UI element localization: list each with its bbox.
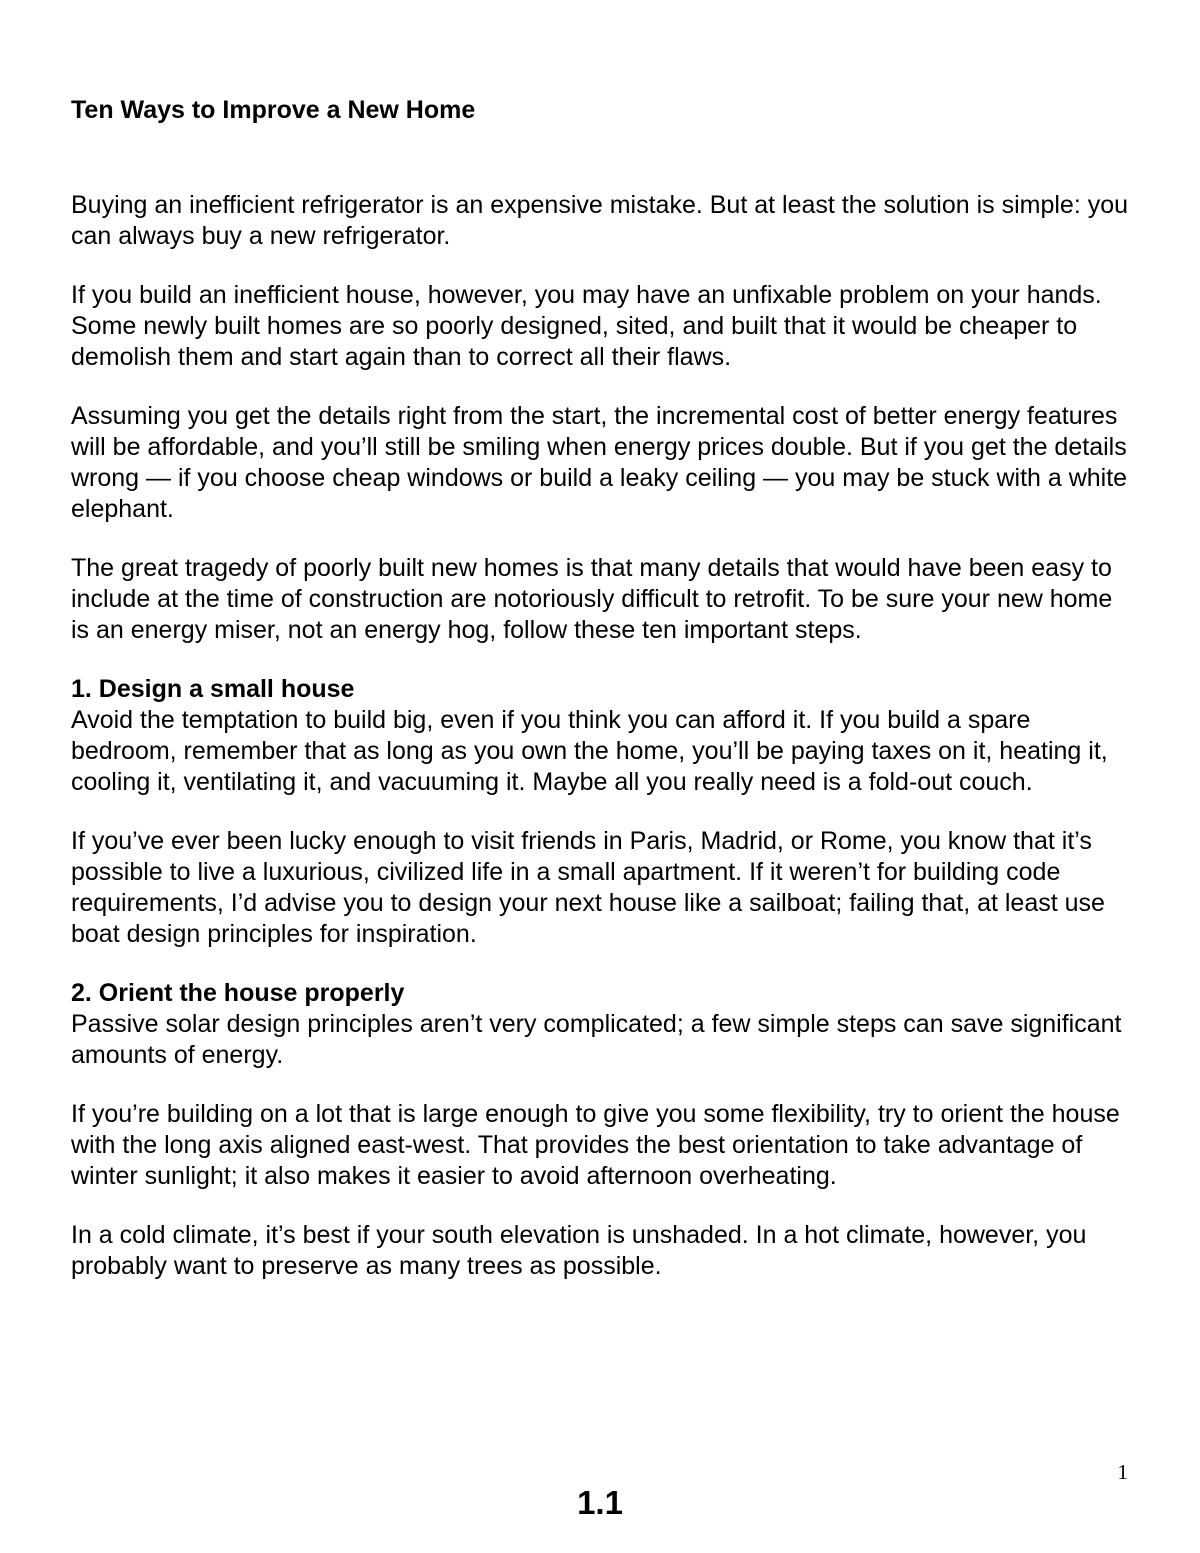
intro-paragraph: If you build an inefficient house, however, you may have an unfixable problem on your hands. Some newly built homes are so poorly designed, sited, and built that it would be cheaper to demolish them and start again than to correct all their flaws.: [71, 281, 1102, 371]
section-orient-house: [71, 978, 1135, 1282]
section-paragraph: In a cold climate, it’s best if your south elevation is unshaded. In a hot climate, however, you probably want to preserve as many trees as possible.: [71, 1221, 1087, 1280]
section-paragraph: If you’re building on a lot that is large enough to give you some flexibility, try to orient the house with the long axis aligned east-west. That provides the best orientation to take advantage of winter sunlight; it also makes it easier to avoid afternoon overheating.: [71, 1100, 1120, 1190]
footer-label: 1.1: [577, 1484, 623, 1521]
section-paragraph: Avoid the temptation to build big, even if you think you can afford it. If you build a spare bedroom, remember that as long as you own the home, you’ll be paying taxes on it, heating it, cooling it, ventilating it, and vacuuming it. Maybe all you really need is a fold-out couch.: [71, 706, 1108, 796]
page-title: Ten Ways to Improve a New Home: [71, 96, 476, 124]
section-heading: 1. Design a small house: [71, 675, 355, 703]
section-heading: 2. Orient the house properly: [71, 979, 405, 1007]
document-body: [71, 190, 1135, 1310]
intro-paragraph: The great tragedy of poorly built new homes is that many details that would have been easy to include at the time of construction are notoriously difficult to retrofit. To be sure your new home is an energy miser, not an energy hog, follow these ten important steps.: [71, 554, 1113, 644]
section-paragraph: If you’ve ever been lucky enough to visit friends in Paris, Madrid, or Rome, you know that it’s possible to live a luxurious, civilized life in a small apartment. If it weren’t for building code requirements, I’d advise you to design your next house like a sailboat; failing that, at least use boat design principles for inspiration.: [71, 827, 1105, 948]
page-number: 1: [1117, 1460, 1128, 1484]
section-paragraph: Passive solar design principles aren’t very complicated; a few simple steps can save significant amounts of energy.: [71, 1010, 1122, 1069]
section-design-small-house: [71, 674, 1135, 950]
intro-paragraph: Buying an inefficient refrigerator is an expensive mistake. But at least the solution is simple: you can always buy a new refrigerator.: [71, 191, 1129, 250]
intro-paragraph: Assuming you get the details right from the start, the incremental cost of better energy features will be affordable, and you’ll still be smiling when energy prices double. But if you get the details wrong — if you choose cheap windows or build a leaky ceiling — you may be stuck with a white elephant.: [71, 402, 1128, 523]
